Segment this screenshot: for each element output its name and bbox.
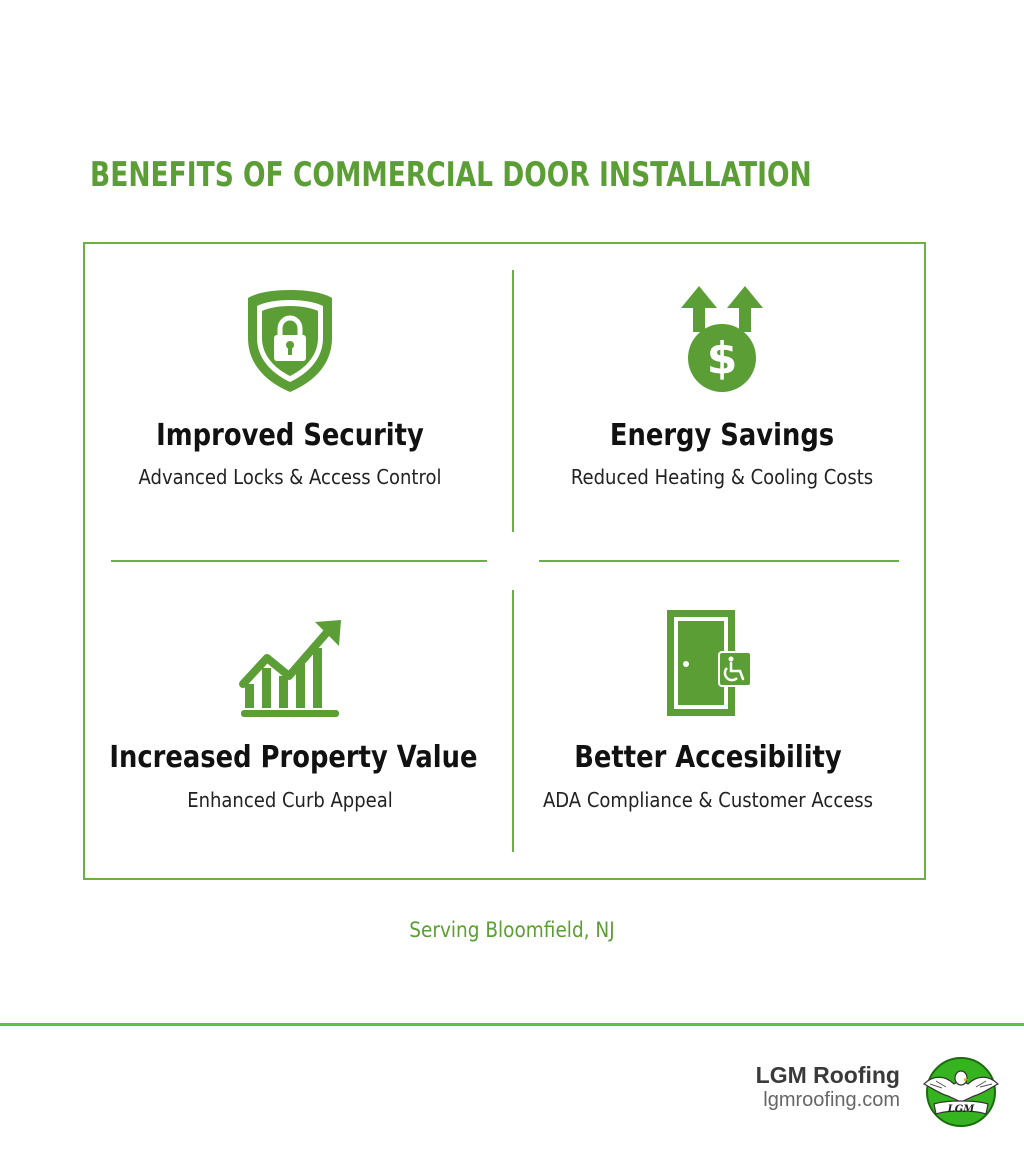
- benefit-subtitle: Advanced Locks & Access Control: [138, 465, 442, 489]
- footer-divider: [0, 1023, 1024, 1026]
- rising-bar-chart-icon: [237, 618, 343, 718]
- logo-text: LGM: [947, 1104, 975, 1115]
- brand-url[interactable]: lgmroofing.com: [763, 1089, 900, 1111]
- shield-lock-icon: [244, 286, 336, 396]
- benefit-subtitle: Reduced Heating & Cooling Costs: [570, 465, 874, 489]
- benefit-heading: Increased Property Value: [109, 740, 478, 775]
- benefit-subtitle: ADA Compliance & Customer Access: [542, 788, 874, 812]
- benefit-heading: Energy Savings: [609, 418, 835, 453]
- horizontal-divider-left: [111, 560, 487, 562]
- page-title: BENEFITS OF COMMERCIAL DOOR INSTALLATION: [90, 155, 812, 195]
- benefit-improved-security: [80, 270, 500, 550]
- dollar-arrows-up-icon: [677, 286, 767, 394]
- benefit-better-accessibility: [498, 590, 918, 870]
- benefit-increased-property-value: [80, 590, 500, 870]
- accessible-door-icon: [663, 608, 753, 720]
- horizontal-divider-right: [539, 560, 899, 562]
- svg-text:$: $: [706, 333, 738, 384]
- benefit-heading: Better Accesibility: [574, 740, 842, 775]
- service-area-tagline: Serving Bloomfield, NJ: [409, 918, 615, 942]
- benefit-heading: Improved Security: [156, 418, 424, 453]
- benefit-subtitle: Enhanced Curb Appeal: [187, 788, 393, 812]
- benefit-energy-savings: [512, 270, 932, 550]
- lgm-eagle-logo-icon: [920, 1054, 1002, 1130]
- brand-name: LGM Roofing: [755, 1062, 900, 1088]
